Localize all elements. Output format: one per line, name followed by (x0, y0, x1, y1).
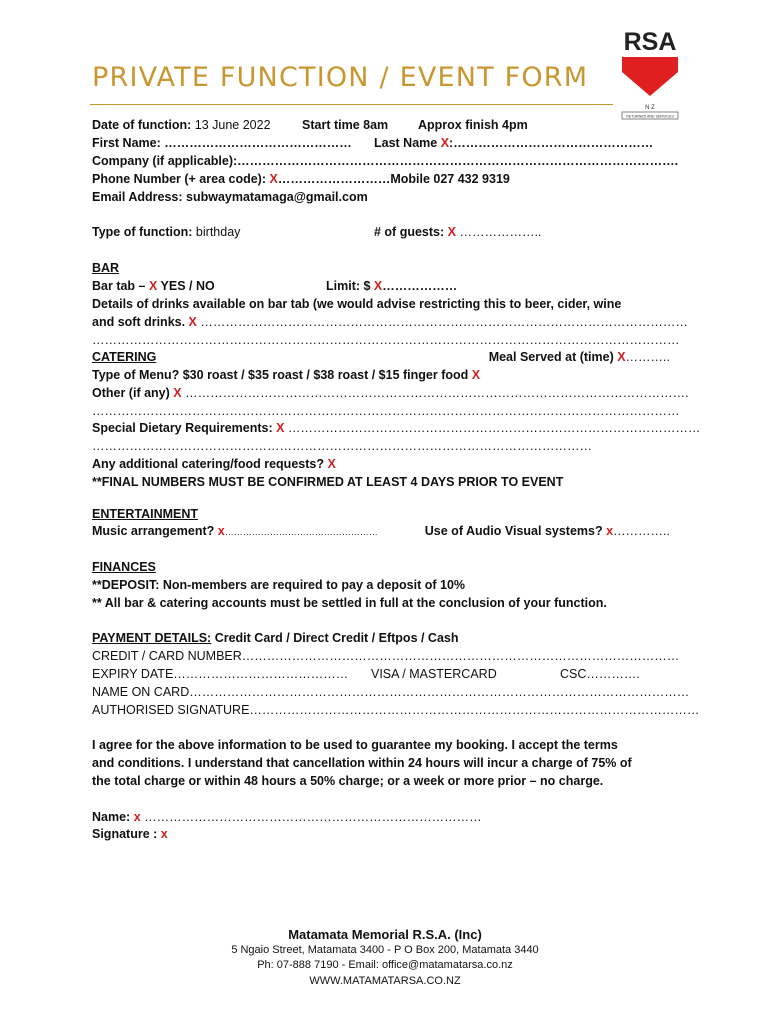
bar-details-line-3[interactable]: …………………………………………………………………………………………………………………………… (92, 333, 680, 347)
agreement-line-2: and conditions. I understand that cancellation within 24 hours will incur a charge of 75% of (92, 756, 632, 770)
final-numbers-note: **FINAL NUMBERS MUST BE CONFIRMED AT LEAST 4 DAYS PRIOR TO EVENT (92, 475, 564, 489)
music-row[interactable]: Music arrangement? x…………………………………………… Use of Audio Visual systems? x………….. (92, 524, 670, 538)
footer-org: Matamata Memorial R.S.A. (Inc) (288, 927, 482, 942)
deposit-note: **DEPOSIT: Non-members are required to pay a deposit of 10% (92, 578, 466, 592)
catering-row: CATERING Meal Served at (time) X……….. (92, 350, 670, 364)
company-row[interactable]: Company (if applicable):……………………………………………………………………………………………. (92, 154, 679, 168)
bar-tab-row[interactable]: Bar tab – X YES / NO Limit: $ X……………… (92, 279, 458, 293)
menu-type-row[interactable]: Type of Menu? $30 roast / $35 roast / $38 roast / $15 finger food X (92, 368, 481, 382)
footer-web[interactable]: WWW.MATAMATARSA.CO.NZ (309, 975, 461, 987)
page-title: PRIVATE FUNCTION / EVENT FORM (92, 62, 589, 93)
other-line-2[interactable]: …………………………………………………………………………………………………………………………… (92, 404, 680, 418)
payment-heading-row: PAYMENT DETAILS: Credit Card / Direct Credit / Eftpos / Cash (92, 631, 459, 645)
email-row[interactable]: Email Address: subwaymatamaga@gmail.com (92, 190, 368, 204)
type-of-function-row[interactable]: Type of function: birthday # of guests: X ……………….. (92, 225, 542, 239)
date-of-function-row: Date of function: 13 June 2022 Start time 8am Approx finish 4pm (92, 118, 528, 132)
rsa-logo (620, 26, 680, 126)
dietary-row[interactable]: Special Dietary Requirements: X ……………………………………………………………………………………… (92, 421, 701, 435)
bar-details-line-2[interactable]: and soft drinks. X ……………………………………………………………………………………………………… (92, 315, 688, 329)
phone-row[interactable]: Phone Number (+ area code): X………………………Mobile 027 432 9319 (92, 172, 510, 186)
additional-requests-row[interactable]: Any additional catering/food requests? X (92, 457, 336, 471)
bar-details-line-1: Details of drinks available on bar tab (we would advise restricting this to beer, cider, wine (92, 297, 622, 311)
logo-caption: RETURNED AND SERVICES (626, 114, 674, 119)
agreement-line-1: I agree for the above information to be used to guarantee my booking. I accept the terms (92, 738, 618, 752)
footer-address: 5 Ngaio Street, Matamata 3400 - P O Box 200, Matamata 3440 (231, 944, 539, 956)
logo-text: RSA (623, 28, 677, 56)
logo-small-text: N Z (645, 105, 655, 111)
authorised-signature-field[interactable]: AUTHORISED SIGNATURE……………………………………………………………………………………………… (92, 703, 700, 717)
poppy-shield-icon (622, 57, 678, 96)
finances-heading: FINANCES (92, 560, 156, 574)
first-name-row[interactable]: First Name: ……………………………………… Last Name X:………………………………………… (92, 136, 654, 150)
settle-note: ** All bar & catering accounts must be settled in full at the conclusion of your function. (92, 596, 607, 610)
title-divider (90, 104, 613, 105)
expiry-row[interactable]: EXPIRY DATE…………………………………… VISA / MASTERCARD CSC…………. (92, 667, 640, 681)
sign-signature-row[interactable]: Signature : x (92, 827, 168, 841)
other-row[interactable]: Other (if any) X …………………………………………………………………………………………………………. (92, 386, 689, 400)
card-number-field[interactable]: CREDIT / CARD NUMBER…………………………………………………………………………………………… (92, 649, 680, 663)
sign-name-row[interactable]: Name: x ……………………………………………………………………… (92, 810, 482, 824)
name-on-card-field[interactable]: NAME ON CARD………………………………………………………………………………………………………… (92, 685, 690, 699)
agreement-line-3: the total charge or within 48 hours a 50% charge; or a week or more prior – no charge. (92, 774, 604, 788)
entertainment-heading: ENTERTAINMENT (92, 507, 199, 521)
footer-contact: Ph: 07-888 7190 - Email: office@matamatarsa.co.nz (257, 959, 513, 971)
bar-heading: BAR (92, 261, 120, 275)
dietary-line-2[interactable]: ………………………………………………………………………………………………………… (92, 439, 592, 453)
